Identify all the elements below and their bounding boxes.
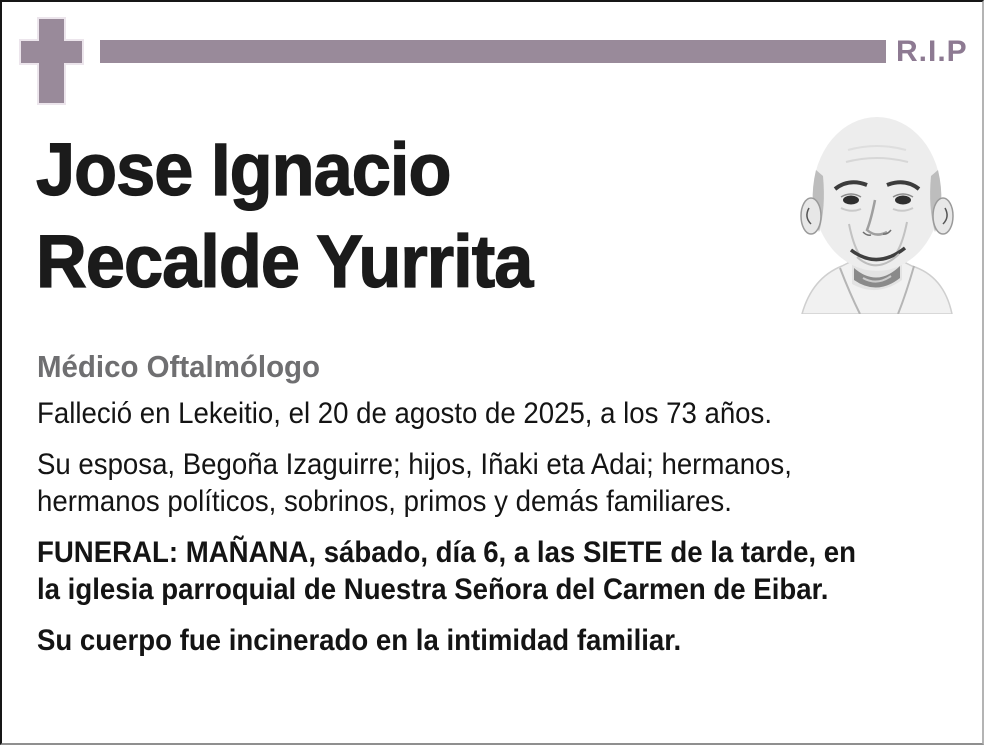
header-rule <box>100 40 886 63</box>
funeral-announcement: FUNERAL: MAÑANA, sábado, día 6, a las SIETE de la tarde, en la iglesia parroquial de Nuestra Señora del Carmen de Eibar. <box>37 536 856 606</box>
family-list: Su esposa, Begoña Izaguirre; hijos, Iñaki eta Adai; hermanos, hermanos políticos, sobrinos, primos y demás familiares. <box>37 448 792 518</box>
notice-body <box>37 395 927 673</box>
deceased-profession: Médico Oftalmólogo <box>37 349 321 384</box>
deceased-name <box>36 124 558 308</box>
deceased-name-line2: Recalde Yurrita <box>36 220 533 303</box>
deceased-name-line1: Jose Ignacio <box>36 128 451 211</box>
portrait-photo <box>788 108 966 314</box>
cross-icon <box>19 17 85 105</box>
cremation-note: Su cuerpo fue incinerado en la intimidad familiar. <box>37 624 682 657</box>
death-notice: Falleció en Lekeitio, el 20 de agosto de 2025, a los 73 años. <box>37 397 772 430</box>
rip-label: R.I.P <box>896 35 968 68</box>
